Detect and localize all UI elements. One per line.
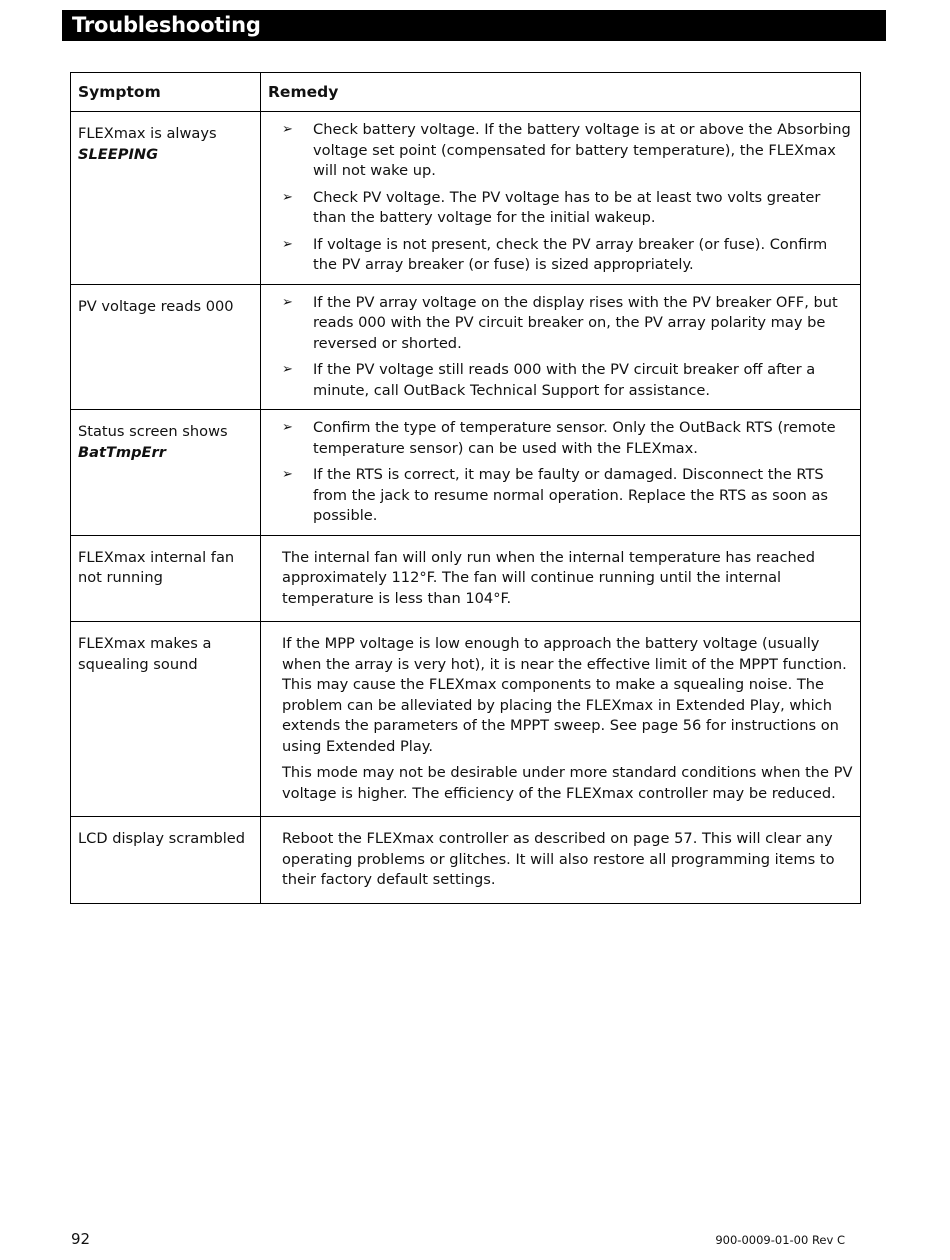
symptom-cell [71, 284, 261, 410]
symptom-text: Status screen shows [78, 423, 228, 440]
remedy-bullet-text: If the RTS is correct, it may be faulty or damaged. Disconnect the RTS from the jack to resume normal operation. Replace the RTS as soon as possible. [313, 466, 828, 524]
table-row [71, 112, 861, 285]
remedy-column-header: Remedy [261, 73, 861, 112]
symptom-cell [71, 535, 261, 622]
table-row [71, 410, 861, 536]
arrow-bullet-icon: ➢ [282, 236, 293, 252]
remedy-bullet-item [282, 418, 854, 459]
symptom-text: FLEXmax is always [78, 125, 217, 142]
remedy-bullet-item [282, 188, 854, 229]
table-row [71, 622, 861, 817]
remedy-bullet-text: Check PV voltage. The PV voltage has to be at least two volts greater than the battery voltage for the initial wakeup. [313, 188, 821, 226]
arrow-bullet-icon: ➢ [282, 420, 293, 435]
remedy-paragraph: If the MPP voltage is low enough to approach the battery voltage (usually when the array is very hot), it is near the effective limit of the MPPT function. This may cause the FLEXmax components to make a squealing noise. The problem can be alleviated by placing the FLEXmax in Extended Play, which extends the parameters of the MPPT sweep. See page 56 for instructions on using Extended Play. [282, 635, 847, 755]
arrow-bullet-icon: ➢ [282, 467, 293, 482]
troubleshooting-table [70, 72, 861, 904]
table-header-row [71, 73, 861, 112]
page-number: 92 [71, 1230, 91, 1248]
remedy-bullet-item [282, 293, 854, 355]
remedy-bullet-item [282, 120, 854, 182]
remedy-cell [261, 535, 861, 622]
table-row [71, 817, 861, 904]
remedy-paragraph: The internal fan will only run when the internal temperature has reached approximately 112°F. The fan will continue running until the internal temperature is less than 104°F. [282, 548, 815, 607]
symptom-text: FLEXmax makes a squealing sound [78, 635, 212, 673]
symptom-emphasis: BatTmpErr [78, 443, 166, 461]
symptom-text: FLEXmax internal fan not running [78, 548, 235, 586]
arrow-bullet-icon: ➢ [282, 122, 293, 137]
remedy-bullet-text: If voltage is not present, check the PV array breaker (or fuse). Confirm the PV array breaker (or fuse) is sized appropriately. [313, 235, 828, 273]
document-id: 900-0009-01-00 Rev C [715, 1233, 845, 1247]
symptom-cell [71, 410, 261, 536]
arrow-bullet-icon: ➢ [282, 362, 293, 377]
remedy-cell [261, 817, 861, 904]
remedy-bullet-item [282, 235, 854, 276]
remedy-bullet-text: Confirm the type of temperature sensor. Only the OutBack RTS (remote temperature sensor) can be used with the FLEXmax. [313, 419, 836, 457]
remedy-cell [261, 622, 861, 817]
remedy-bullet-list [282, 293, 854, 402]
remedy-bullet-text: If the PV array voltage on the display rises with the PV breaker OFF, but reads 000 with the PV circuit breaker on, the PV array polarity may be reversed or shorted. [313, 293, 838, 352]
section-title: Troubleshooting [72, 13, 261, 37]
arrow-bullet-icon: ➢ [282, 189, 293, 205]
symptom-text: PV voltage reads 000 [78, 297, 234, 315]
symptom-emphasis: SLEEPING [78, 145, 159, 163]
remedy-paragraph: Reboot the FLEXmax controller as described on page 57. This will clear any operating problems or glitches. It will also restore all programming items to their factory default settings. [282, 830, 835, 888]
table-row [71, 535, 861, 622]
remedy-bullet-item [282, 360, 854, 401]
remedy-bullet-text: If the PV voltage still reads 000 with the PV circuit breaker off after a minute, call OutBack Technical Support for assistance. [313, 361, 816, 399]
remedy-bullet-list [282, 120, 854, 276]
symptom-cell [71, 817, 261, 904]
section-banner [62, 10, 886, 41]
table-body [71, 112, 861, 904]
arrow-bullet-icon: ➢ [282, 294, 293, 310]
remedy-paragraph: This mode may not be desirable under more standard conditions when the PV voltage is higher. The efficiency of the FLEXmax controller may be reduced. [282, 764, 853, 802]
remedy-bullet-item [282, 465, 854, 527]
symptom-cell [71, 112, 261, 285]
remedy-bullet-list [282, 418, 854, 527]
remedy-cell [261, 410, 861, 536]
remedy-cell [261, 112, 861, 285]
remedy-cell [261, 284, 861, 410]
symptom-text: LCD display scrambled [78, 830, 246, 847]
table-row [71, 284, 861, 410]
remedy-bullet-text: Check battery voltage. If the battery voltage is at or above the Absorbing voltage set point (compensated for battery temperature), the FLEXmax will not wake up. [313, 121, 851, 179]
symptom-column-header: Symptom [71, 73, 261, 112]
symptom-cell [71, 622, 261, 817]
